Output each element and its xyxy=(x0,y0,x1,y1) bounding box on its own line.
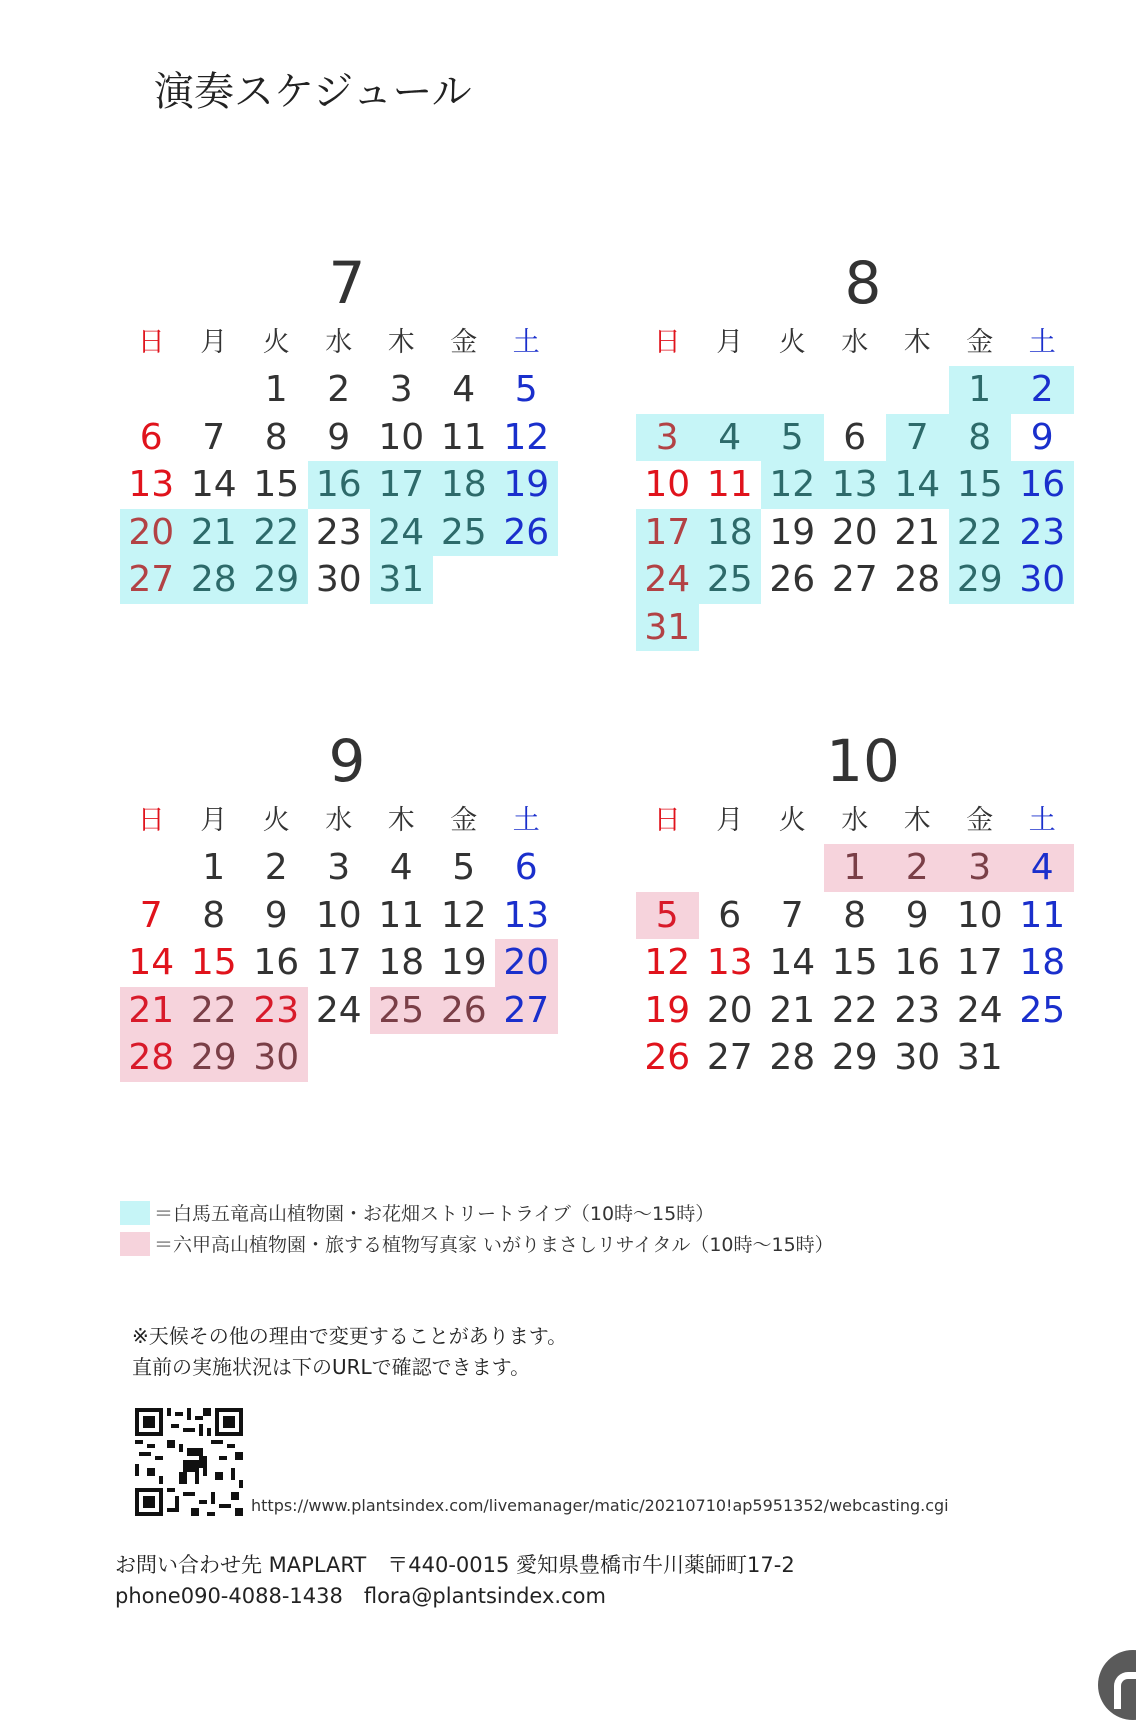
day-cell: 19 xyxy=(440,942,487,983)
day-cell: 23 xyxy=(245,987,308,1035)
empty-cell xyxy=(699,366,762,414)
day-cell: 4 xyxy=(1011,844,1074,892)
day-cell: 2 xyxy=(264,847,288,888)
day-cell: 16 xyxy=(894,942,941,983)
weekday-header: 土 xyxy=(1028,805,1056,836)
weekday-header: 日 xyxy=(137,327,165,358)
calendar-grid xyxy=(636,320,1076,651)
weekday-header: 木 xyxy=(903,805,931,836)
day-cell: 20 xyxy=(120,509,183,557)
month-label: 8 xyxy=(844,249,882,317)
calendar-grid xyxy=(636,798,1076,1082)
legend-text: ＝六甲高山植物園・旅する植物写真家 いがりまさしリサイタル（10時〜15時） xyxy=(154,1234,834,1256)
day-cell: 2 xyxy=(886,844,949,892)
day-cell: 1 xyxy=(202,847,226,888)
day-cell: 12 xyxy=(503,416,550,458)
day-cell: 31 xyxy=(636,604,699,652)
weekday-header: 火 xyxy=(262,327,290,358)
weekday-header: 土 xyxy=(512,805,540,836)
day-cell: 11 xyxy=(378,894,425,936)
day-cell: 1 xyxy=(824,844,887,892)
day-cell: 8 xyxy=(843,894,867,936)
day-cell: 6 xyxy=(139,416,163,458)
day-cell: 10 xyxy=(956,894,1003,936)
day-cell: 6 xyxy=(843,416,867,458)
empty-cell xyxy=(183,366,246,414)
day-cell: 22 xyxy=(183,987,246,1035)
day-cell: 21 xyxy=(120,987,183,1035)
day-cell: 7 xyxy=(780,894,804,936)
day-cell: 18 xyxy=(1019,942,1066,983)
calendar-august xyxy=(636,246,1076,651)
day-cell: 9 xyxy=(327,416,351,458)
weekday-header: 金 xyxy=(450,805,478,836)
day-cell: 23 xyxy=(1011,509,1074,557)
day-cell: 20 xyxy=(831,511,878,553)
day-cell: 18 xyxy=(378,942,425,983)
weekday-header: 水 xyxy=(841,805,869,836)
day-cell: 25 xyxy=(370,987,433,1035)
day-cell: 14 xyxy=(190,464,237,505)
calendar-september xyxy=(120,724,560,1082)
qr-code xyxy=(135,1408,243,1516)
day-cell: 3 xyxy=(389,369,413,410)
legend-swatch-blue xyxy=(120,1201,150,1225)
calendar-july xyxy=(120,246,560,604)
day-cell: 17 xyxy=(370,461,433,509)
weekday-header: 水 xyxy=(325,327,353,358)
day-cell: 20 xyxy=(706,989,753,1031)
day-cell: 28 xyxy=(183,556,246,604)
weekday-header: 水 xyxy=(325,805,353,836)
empty-cell xyxy=(761,366,824,414)
day-cell: 24 xyxy=(636,556,699,604)
empty-cell xyxy=(120,366,183,414)
weekday-header: 日 xyxy=(137,805,165,836)
day-cell: 3 xyxy=(636,414,699,462)
legend-hakuba xyxy=(120,1199,714,1226)
day-cell: 1 xyxy=(949,366,1012,414)
day-cell: 19 xyxy=(769,511,816,553)
day-cell: 29 xyxy=(183,1034,246,1082)
weekday-header: 金 xyxy=(966,805,994,836)
day-cell: 13 xyxy=(128,464,175,505)
day-cell: 28 xyxy=(120,1034,183,1082)
weekday-header: 月 xyxy=(200,805,228,836)
day-cell: 5 xyxy=(452,847,476,888)
day-cell: 18 xyxy=(699,509,762,557)
day-cell: 10 xyxy=(315,894,362,936)
day-cell: 8 xyxy=(202,894,226,936)
weekday-header: 水 xyxy=(841,327,869,358)
weekday-header: 日 xyxy=(653,327,681,358)
day-cell: 29 xyxy=(949,556,1012,604)
day-cell: 17 xyxy=(315,942,362,983)
day-cell: 28 xyxy=(769,1037,816,1078)
weekday-header: 土 xyxy=(512,327,540,358)
weekday-header: 月 xyxy=(200,327,228,358)
day-cell: 26 xyxy=(769,559,816,600)
page-title: 演奏スケジュール xyxy=(154,69,472,115)
empty-cell xyxy=(699,844,762,892)
legend-text: ＝白馬五竜高山植物園・お花畑ストリートライブ（10時〜15時） xyxy=(154,1203,715,1225)
day-cell: 5 xyxy=(514,369,538,410)
weekday-header: 木 xyxy=(903,327,931,358)
empty-cell xyxy=(636,844,699,892)
day-cell: 11 xyxy=(440,416,487,458)
day-cell: 15 xyxy=(831,942,878,983)
day-cell: 3 xyxy=(949,844,1012,892)
day-cell: 19 xyxy=(495,461,558,509)
day-cell: 26 xyxy=(433,987,496,1035)
day-cell: 30 xyxy=(315,559,362,600)
day-cell: 25 xyxy=(699,556,762,604)
day-cell: 18 xyxy=(433,461,496,509)
day-cell: 10 xyxy=(378,416,425,458)
day-cell: 26 xyxy=(495,509,558,557)
empty-cell xyxy=(120,844,183,892)
day-cell: 30 xyxy=(1011,556,1074,604)
day-cell: 20 xyxy=(495,939,558,987)
day-cell: 22 xyxy=(245,509,308,557)
day-cell: 23 xyxy=(894,989,941,1031)
day-cell: 24 xyxy=(370,509,433,557)
day-cell: 27 xyxy=(495,987,558,1035)
day-cell: 13 xyxy=(706,942,753,983)
day-cell: 9 xyxy=(905,894,929,936)
day-cell: 29 xyxy=(831,1037,878,1078)
day-cell: 10 xyxy=(644,464,691,505)
contact-address: お問い合わせ先 MAPLART 〒440-0015 愛知県豊橋市牛川薬師町17-2 xyxy=(115,1553,795,1577)
day-cell: 5 xyxy=(761,414,824,462)
day-cell: 29 xyxy=(245,556,308,604)
month-label: 9 xyxy=(328,727,366,795)
day-cell: 16 xyxy=(1011,461,1074,509)
day-cell: 22 xyxy=(949,509,1012,557)
contact-phone-email: phone090-4088-1438 flora@plantsindex.com xyxy=(115,1584,606,1608)
empty-cell xyxy=(636,366,699,414)
weekday-header: 火 xyxy=(262,805,290,836)
weekday-header: 火 xyxy=(778,327,806,358)
weekday-header: 月 xyxy=(716,805,744,836)
day-cell: 5 xyxy=(636,892,699,940)
day-cell: 31 xyxy=(956,1037,1003,1078)
weekday-header: 日 xyxy=(653,805,681,836)
day-cell: 15 xyxy=(949,461,1012,509)
day-cell: 4 xyxy=(452,369,476,410)
weekday-header: 火 xyxy=(778,805,806,836)
day-cell: 12 xyxy=(440,894,487,936)
day-cell: 14 xyxy=(769,942,816,983)
day-cell: 27 xyxy=(706,1037,753,1078)
day-cell: 2 xyxy=(327,369,351,410)
day-cell: 7 xyxy=(139,894,163,936)
day-cell: 16 xyxy=(308,461,371,509)
day-cell: 7 xyxy=(886,414,949,462)
weekday-header: 月 xyxy=(716,327,744,358)
day-cell: 9 xyxy=(1030,416,1054,458)
day-cell: 22 xyxy=(831,989,878,1031)
day-cell: 24 xyxy=(315,989,362,1031)
weekday-header: 木 xyxy=(387,805,415,836)
legend-swatch-pink xyxy=(120,1232,150,1256)
day-cell: 9 xyxy=(264,894,288,936)
day-cell: 17 xyxy=(956,942,1003,983)
empty-cell xyxy=(761,844,824,892)
day-cell: 13 xyxy=(503,894,550,936)
day-cell: 1 xyxy=(264,369,288,410)
empty-cell xyxy=(886,366,949,414)
day-cell: 21 xyxy=(769,989,816,1031)
day-cell: 25 xyxy=(1019,989,1066,1031)
weekday-header: 金 xyxy=(450,327,478,358)
day-cell: 12 xyxy=(761,461,824,509)
day-cell: 11 xyxy=(706,464,753,505)
weekday-header: 土 xyxy=(1028,327,1056,358)
floating-action-icon[interactable] xyxy=(1098,1650,1136,1720)
note-url-info: 直前の実施状況は下のURLで確認できます。 xyxy=(132,1355,531,1379)
day-cell: 26 xyxy=(644,1037,691,1078)
day-cell: 6 xyxy=(718,894,742,936)
note-weather: ※天候その他の理由で変更することがあります。 xyxy=(132,1324,568,1348)
url-link[interactable]: https://www.plantsindex.com/livemanager/matic/20210710!ap5951352/webcasting.cgi xyxy=(251,1496,949,1515)
day-cell: 15 xyxy=(253,464,300,505)
day-cell: 25 xyxy=(433,509,496,557)
day-cell: 28 xyxy=(894,559,941,600)
day-cell: 4 xyxy=(699,414,762,462)
day-cell: 30 xyxy=(245,1034,308,1082)
day-cell: 7 xyxy=(202,416,226,458)
day-cell: 12 xyxy=(644,942,691,983)
day-cell: 21 xyxy=(183,509,246,557)
legend-rokko xyxy=(120,1230,834,1257)
day-cell: 8 xyxy=(264,416,288,458)
day-cell: 21 xyxy=(894,511,941,553)
month-label: 10 xyxy=(826,727,900,795)
day-cell: 15 xyxy=(190,942,237,983)
day-cell: 27 xyxy=(120,556,183,604)
day-cell: 27 xyxy=(831,559,878,600)
day-cell: 16 xyxy=(253,942,300,983)
day-cell: 30 xyxy=(894,1037,941,1078)
day-cell: 11 xyxy=(1019,894,1066,936)
day-cell: 23 xyxy=(315,511,362,553)
weekday-header: 木 xyxy=(387,327,415,358)
day-cell: 8 xyxy=(949,414,1012,462)
day-cell: 24 xyxy=(956,989,1003,1031)
day-cell: 13 xyxy=(824,461,887,509)
calendar-october xyxy=(636,724,1076,1082)
day-cell: 14 xyxy=(886,461,949,509)
day-cell: 19 xyxy=(644,989,691,1031)
day-cell: 3 xyxy=(327,847,351,888)
day-cell: 4 xyxy=(389,847,413,888)
weekday-header: 金 xyxy=(966,327,994,358)
month-label: 7 xyxy=(328,249,366,317)
empty-cell xyxy=(824,366,887,414)
day-cell: 31 xyxy=(370,556,433,604)
calendar-grid xyxy=(120,798,560,1082)
day-cell: 2 xyxy=(1011,366,1074,414)
day-cell: 14 xyxy=(128,942,175,983)
day-cell: 6 xyxy=(514,847,538,888)
calendar-grid xyxy=(120,320,560,604)
day-cell: 17 xyxy=(636,509,699,557)
